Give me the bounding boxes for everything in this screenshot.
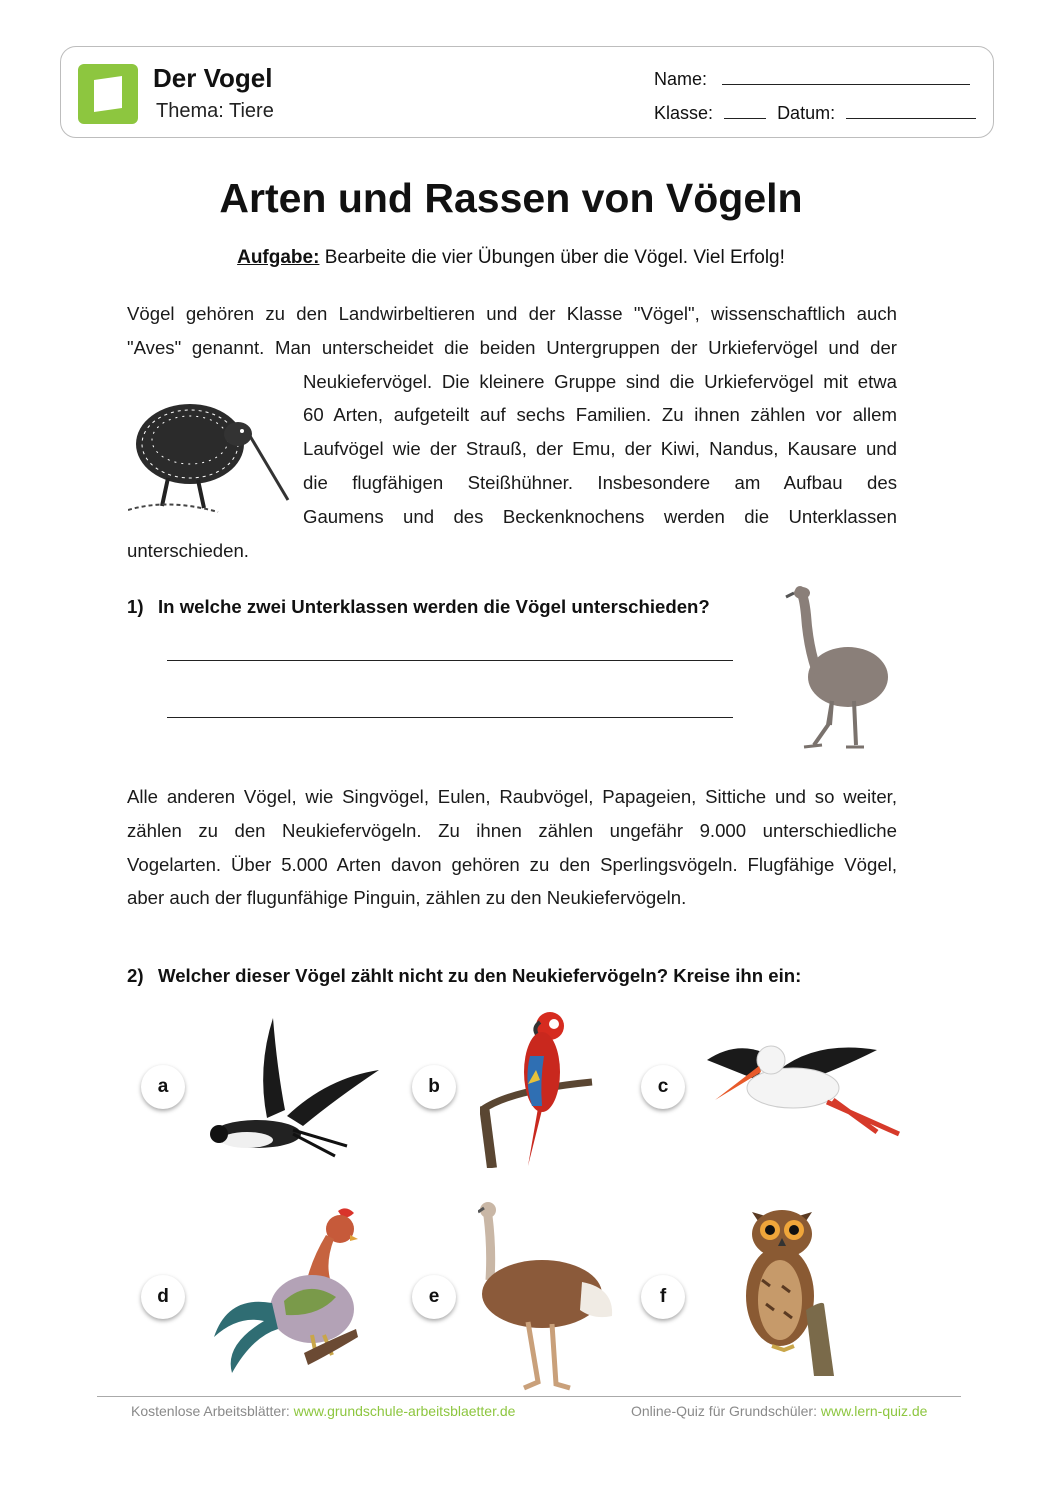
paragraph-line: zählen zu den Neukiefervögeln. Zu ihnen zählen ungefähr 9.000 unterschiedliche bbox=[127, 819, 897, 841]
datum-label: Datum: bbox=[777, 103, 836, 123]
question-2 bbox=[127, 965, 801, 987]
klasse-label: Klasse: bbox=[654, 103, 714, 123]
parrot-icon[interactable] bbox=[480, 1010, 596, 1168]
answer-line-2[interactable] bbox=[167, 717, 733, 718]
rooster-icon[interactable] bbox=[208, 1205, 364, 1381]
owl-icon[interactable] bbox=[722, 1200, 850, 1376]
footer-right-text: Online-Quiz für Grundschüler: bbox=[631, 1403, 821, 1419]
paragraph-line: Vogelarten. Über 5.000 Arten davon gehören zu den Sperlingsvögeln. Flugfähige Vögel, bbox=[127, 853, 897, 875]
paragraph-line: unterschieden. bbox=[127, 539, 249, 561]
answer-line-1[interactable] bbox=[167, 660, 733, 661]
option-f-circle[interactable]: f bbox=[641, 1275, 685, 1319]
swallow-icon[interactable] bbox=[207, 1018, 383, 1160]
task-text: Bearbeite die vier Übungen über die Vögel. Viel Erfolg! bbox=[319, 247, 785, 268]
task-label: Aufgabe: bbox=[237, 247, 320, 268]
paragraph-line: Gaumens und des Beckenknochens werden die Unterklassen bbox=[303, 505, 897, 527]
question-number: 1) bbox=[127, 596, 144, 617]
paragraph-line: die flugfähigen Steißhühner. Insbesondere am Aufbau des bbox=[303, 471, 897, 493]
option-c-circle[interactable]: c bbox=[641, 1065, 685, 1109]
name-field-row bbox=[654, 69, 970, 90]
paragraph-line: Laufvögel wie der Strauß, der Emu, der Kiwi, Nandus, Kausare und bbox=[303, 438, 897, 460]
question-1 bbox=[127, 596, 710, 618]
paragraph-line: Vögel gehören zu den Landwirbeltieren und der Klasse "Vögel", wissenschaftlich auch bbox=[127, 303, 897, 324]
footer-divider bbox=[97, 1396, 961, 1397]
question-text: Welcher dieser Vögel zählt nicht zu den Neukiefervögeln? Kreise ihn ein: bbox=[158, 965, 802, 986]
paragraph-line: "Aves" genannt. Man unterscheidet die beiden Untergruppen der Urkiefervögel und der bbox=[127, 336, 897, 358]
name-label: Name: bbox=[654, 69, 708, 89]
footer-left-text: Kostenlose Arbeitsblätter: bbox=[131, 1403, 294, 1419]
paragraph-line: Neukiefervögel. Die kleinere Gruppe sind die Urkiefervögel mit etwa bbox=[303, 370, 897, 392]
worksheet-topic: Thema: Tiere bbox=[156, 100, 274, 122]
footer-left bbox=[131, 1403, 515, 1419]
klasse-blank[interactable] bbox=[724, 104, 766, 119]
task-instruction bbox=[0, 247, 1022, 269]
question-number: 2) bbox=[127, 965, 144, 986]
emu-icon bbox=[782, 585, 890, 755]
option-a-circle[interactable]: a bbox=[141, 1065, 185, 1109]
datum-blank[interactable] bbox=[846, 104, 976, 119]
question-text: In welche zwei Unterklassen werden die Vögel unterschieden? bbox=[158, 596, 710, 617]
class-date-row bbox=[654, 103, 976, 124]
paragraph-line: Alle anderen Vögel, wie Singvögel, Eulen, Raubvögel, Papageien, Sittiche und so weiter, bbox=[127, 786, 897, 807]
ostrich-icon[interactable] bbox=[478, 1198, 618, 1392]
footer-right-link[interactable]: www.lern-quiz.de bbox=[820, 1403, 928, 1419]
logo-icon bbox=[78, 64, 138, 124]
page-title: Arten und Rassen von Vögeln bbox=[219, 175, 803, 221]
option-b-circle[interactable]: b bbox=[412, 1065, 456, 1109]
stork-icon[interactable] bbox=[707, 1040, 903, 1140]
kiwi-icon bbox=[128, 382, 290, 518]
second-paragraph bbox=[127, 780, 897, 915]
footer-right bbox=[631, 1403, 927, 1419]
footer-left-link[interactable]: www.grundschule-arbeitsblaetter.de bbox=[293, 1403, 516, 1419]
name-blank[interactable] bbox=[722, 70, 970, 85]
option-d-circle[interactable]: d bbox=[141, 1275, 185, 1319]
paragraph-line: aber auch der flugunfähige Pinguin, zählen zu den Neukiefervögeln. bbox=[127, 887, 687, 909]
paragraph-line: 60 Arten, aufgeteilt auf sechs Familien. Zu ihnen zählen vor allem bbox=[303, 404, 897, 426]
option-e-circle[interactable]: e bbox=[412, 1275, 456, 1319]
worksheet-header bbox=[60, 46, 994, 138]
worksheet-title: Der Vogel bbox=[153, 63, 273, 93]
